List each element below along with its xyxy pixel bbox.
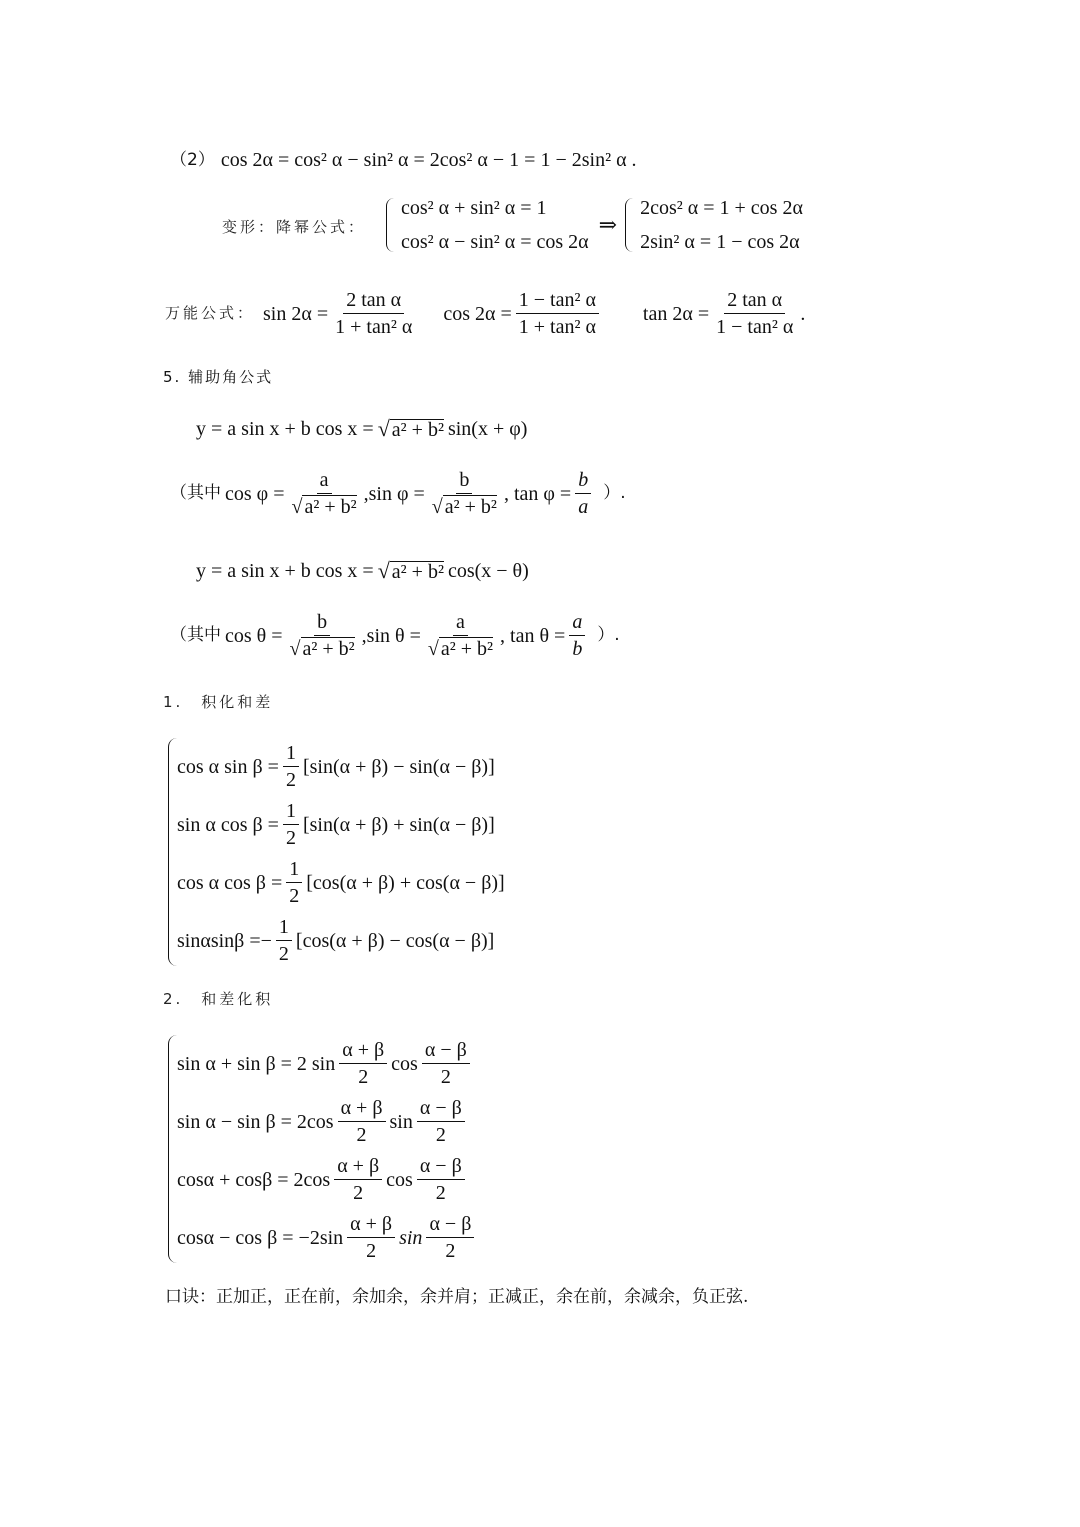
- row-lhs: cosα − cos β = −2sin: [177, 1226, 344, 1249]
- fraction-den: 2: [285, 769, 296, 791]
- variant-label-row: [222, 220, 366, 235]
- double-angle-formula: [170, 150, 637, 170]
- identity-line-2: cos² α − sin² α = cos 2α: [401, 231, 589, 253]
- sqrt-icon: √: [377, 416, 390, 441]
- sin2a-numerator: 2 tan α: [343, 290, 404, 314]
- sum-to-product-heading: 2. 和差化积: [163, 990, 274, 1008]
- row-lhs: sinαsinβ =: [177, 929, 261, 952]
- sin2a-fraction: [332, 290, 415, 337]
- item-label: （2）: [170, 149, 215, 170]
- note2-sin-lhs: ,sin θ =: [361, 624, 421, 647]
- note2-cos-num: b: [314, 612, 330, 636]
- sum-to-product-row: [177, 1214, 478, 1261]
- right-system: [625, 198, 803, 252]
- reduction-line-2: 2sin² α = 1 − cos 2α: [640, 231, 800, 253]
- fraction-den: 2: [289, 885, 300, 907]
- note2-cos-fraction: [287, 612, 358, 659]
- fraction-den: 2: [353, 1182, 364, 1204]
- fraction-num: 1: [286, 859, 302, 883]
- fraction-num: 1: [283, 801, 299, 825]
- row-mid: sin: [389, 1110, 413, 1133]
- product-to-sum-row: [177, 801, 495, 848]
- note2-sin-den: a² + b²: [440, 638, 494, 660]
- note1-cos-lhs: cos φ =: [225, 482, 285, 505]
- row-rhs: [sin(α + β) − sin(α − β)]: [302, 755, 495, 778]
- note1-cos-den: a² + b²: [304, 496, 357, 518]
- reduction-line-1: 2cos² α = 1 + cos 2α: [640, 197, 803, 219]
- sum-to-product-row: [177, 1098, 469, 1145]
- sum-to-product-heading-row: [163, 992, 273, 1007]
- right-brace: [625, 198, 636, 252]
- cos2a-denominator: 1 + tan² α: [518, 316, 596, 338]
- sqrt-icon: √: [289, 638, 301, 660]
- product-to-sum-row: [177, 859, 505, 906]
- sum-fraction: [338, 1098, 386, 1145]
- fraction-num: α − β: [426, 1214, 474, 1238]
- product-to-sum-brace: [168, 738, 177, 966]
- note1-close: ）.: [603, 483, 626, 503]
- fraction-num: α + β: [347, 1214, 395, 1238]
- note1-open: （其中: [170, 483, 221, 503]
- fraction-den: 2: [440, 1066, 451, 1088]
- product-to-sum-row: [177, 917, 494, 964]
- half-fraction: [283, 801, 299, 848]
- fraction-den: 2: [445, 1240, 456, 1262]
- universal-formulas: [165, 290, 805, 337]
- note2-cos-den: a² + b²: [302, 638, 355, 660]
- double-angle-expression: cos 2α = cos² α − sin² α = 2cos² α − 1 = 1 − 2sin² α .: [220, 149, 637, 171]
- tan2a-fraction: [713, 290, 796, 337]
- fraction-num: α + β: [338, 1098, 386, 1122]
- sin2a-lhs: sin 2α =: [263, 302, 329, 325]
- fraction-den: 2: [278, 943, 289, 965]
- note2-tan-lhs: , tan θ =: [500, 624, 566, 647]
- row-lhs: cos α sin β =: [177, 755, 279, 778]
- fraction-num: 1: [276, 917, 292, 941]
- note2-tan-num: a: [569, 612, 585, 636]
- tan2a-denominator: 1 − tan² α: [716, 316, 794, 338]
- sum-to-product-row: [177, 1040, 474, 1087]
- note1-tan-fraction: [575, 470, 591, 517]
- note1-cos-num: a: [317, 470, 332, 494]
- fraction-num: 1: [283, 743, 299, 767]
- note1-sin-den: a² + b²: [444, 496, 497, 518]
- power-reduction-system: [386, 198, 803, 252]
- diff-fraction: [417, 1098, 465, 1145]
- fraction-den: 2: [435, 1124, 446, 1146]
- row-rhs: [cos(α + β) − cos(α − β)]: [295, 929, 495, 952]
- diff-fraction: [426, 1214, 474, 1261]
- product-to-sum-row: [177, 743, 495, 790]
- note1-tan-num: b: [575, 470, 591, 494]
- row-lhs: cosα + cosβ = 2cos: [177, 1168, 331, 1191]
- aux-note-1: [170, 470, 626, 517]
- note2-open: （其中: [170, 625, 221, 645]
- fraction-num: α − β: [417, 1098, 465, 1122]
- note1-tan-den: a: [578, 496, 589, 518]
- diff-fraction: [417, 1156, 465, 1203]
- row-rhs: [cos(α + β) + cos(α − β)]: [306, 871, 505, 894]
- note2-cos-lhs: cos θ =: [225, 624, 283, 647]
- aux1-rhs: sin(x + φ): [447, 418, 528, 440]
- product-to-sum-heading-row: [163, 695, 273, 710]
- sqrt-icon: √: [291, 496, 303, 518]
- fraction-den: 2: [285, 827, 296, 849]
- row-mid: cos: [386, 1168, 413, 1191]
- half-fraction: [276, 917, 292, 964]
- sum-fraction: [347, 1214, 395, 1261]
- row-rhs: [sin(α + β) + sin(α − β)]: [302, 813, 495, 836]
- note1-cos-fraction: [288, 470, 359, 517]
- cos2a-lhs: cos 2α =: [443, 302, 512, 325]
- aux-formula-1: [196, 418, 527, 440]
- cos2a-fraction: [516, 290, 599, 337]
- half-fraction: [283, 743, 299, 790]
- fraction-num: α + β: [334, 1156, 382, 1180]
- row-lhs: sin α − sin β = 2cos: [177, 1110, 334, 1133]
- variant-label: 变形：降幂公式：: [222, 218, 367, 236]
- row-lhs: sin α + sin β = 2 sin: [177, 1052, 336, 1075]
- fraction-num: α + β: [339, 1040, 387, 1064]
- mnemonic-text: 口诀：正加正，正在前，余加余，余并肩；正减正，余在前，余减余，负正弦.: [165, 1287, 749, 1307]
- aux-note-2: [170, 612, 620, 659]
- row-sign: −: [260, 929, 272, 952]
- sqrt-icon: √: [427, 638, 439, 660]
- aux2-rhs: cos(x − θ): [447, 560, 529, 582]
- tan2a-lhs: tan 2α =: [642, 302, 710, 325]
- note1-sin-num: b: [456, 470, 472, 494]
- row-lhs: cos α cos β =: [177, 871, 283, 894]
- left-system: [386, 198, 589, 252]
- note2-tan-den: b: [572, 638, 583, 660]
- identity-line-1: cos² α + sin² α = 1: [401, 197, 547, 219]
- fraction-den: 2: [435, 1182, 446, 1204]
- sin2a-denominator: 1 + tan² α: [335, 316, 413, 338]
- fraction-num: α − β: [422, 1040, 470, 1064]
- note2-tan-fraction: [569, 612, 585, 659]
- fraction-num: α − β: [417, 1156, 465, 1180]
- half-fraction: [286, 859, 302, 906]
- cos2a-numerator: 1 − tan² α: [516, 290, 599, 314]
- left-brace: [386, 198, 397, 252]
- note1-sin-fraction: [429, 470, 500, 517]
- diff-fraction: [422, 1040, 470, 1087]
- aux1-lhs: y = a sin x + b cos x =: [196, 418, 374, 440]
- sum-to-product-brace: [168, 1035, 177, 1263]
- note1-tan-lhs: , tan φ =: [503, 482, 572, 505]
- tan2a-numerator: 2 tan α: [724, 290, 785, 314]
- note2-close: ）.: [597, 625, 620, 645]
- sum-to-product-row: [177, 1156, 469, 1203]
- note1-sin-lhs: ,sin φ =: [363, 482, 425, 505]
- note2-sin-num: a: [453, 612, 468, 636]
- aux1-radicand: a² + b²: [391, 418, 444, 441]
- aux-heading-row: [163, 370, 273, 385]
- aux-heading: 5. 辅助角公式: [163, 368, 274, 386]
- product-to-sum-heading: 1. 积化和差: [163, 693, 274, 711]
- aux2-radicand: a² + b²: [391, 560, 444, 583]
- fraction-den: 2: [356, 1124, 367, 1146]
- row-lhs: sin α cos β =: [177, 813, 279, 836]
- universal-label: 万能公式：: [165, 304, 256, 322]
- row-mid: sin: [399, 1226, 423, 1249]
- aux2-lhs: y = a sin x + b cos x =: [196, 560, 374, 582]
- end-period: .: [800, 302, 806, 325]
- sum-fraction: [334, 1156, 382, 1203]
- sum-fraction: [339, 1040, 387, 1087]
- sqrt-icon: √: [377, 558, 390, 583]
- row-mid: cos: [391, 1052, 418, 1075]
- note2-sin-fraction: [425, 612, 496, 659]
- aux-formula-2: [196, 560, 529, 582]
- fraction-den: 2: [358, 1066, 369, 1088]
- mnemonic-row: [165, 1289, 748, 1306]
- sqrt-icon: √: [431, 496, 443, 518]
- fraction-den: 2: [366, 1240, 377, 1262]
- implies-arrow: ⇒: [598, 212, 618, 237]
